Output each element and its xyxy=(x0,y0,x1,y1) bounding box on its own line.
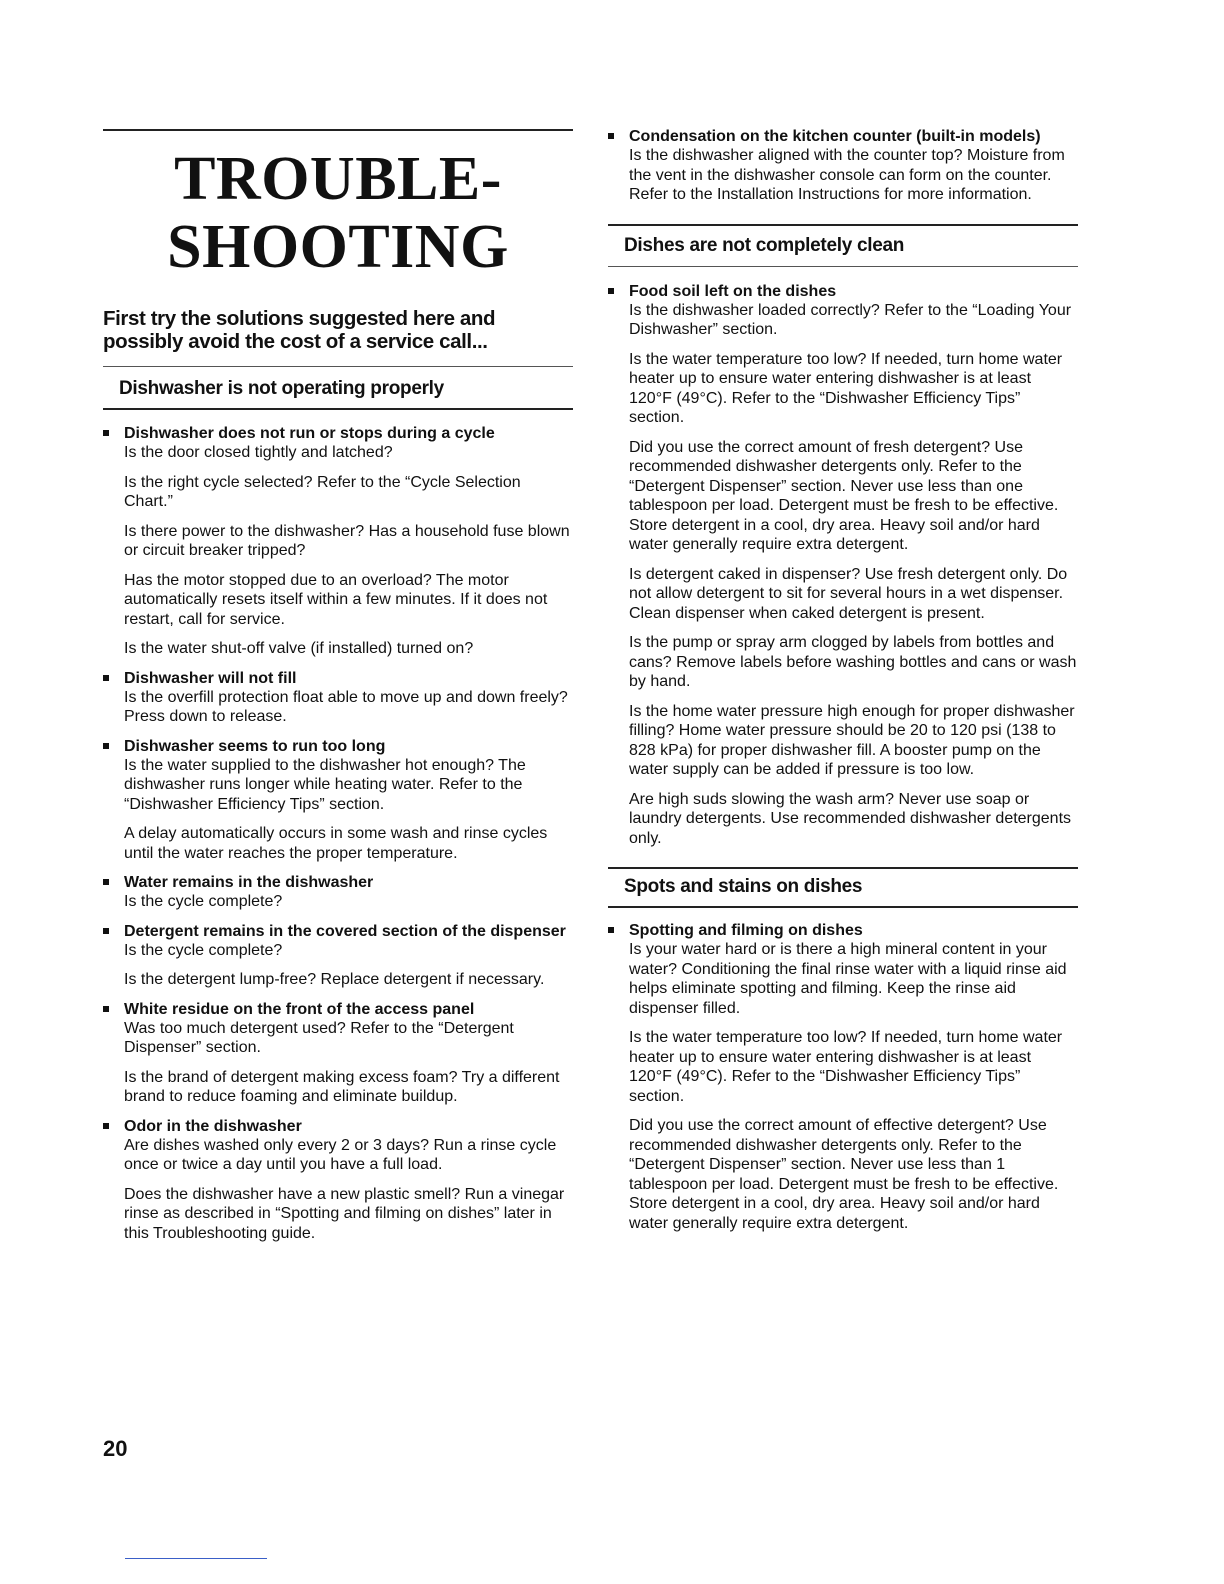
item-text: Is the water temperature too low? If needed, turn home water heater up to ensure water entering dishwasher is at least 120°F (49°C). Refer to the “Dishwasher Efficiency Tips” section. xyxy=(629,350,1063,426)
list-item xyxy=(608,127,1078,205)
spots-list xyxy=(608,921,1078,1233)
item-text: Is the water supplied to the dishwasher hot enough? The dishwasher runs longer while heating water. Refer to the “Dishwasher Efficiency Tips” section. xyxy=(124,756,526,813)
list-item xyxy=(103,669,573,727)
title-top-rule xyxy=(103,129,573,131)
list-item xyxy=(103,1117,573,1244)
bullet-icon xyxy=(103,430,109,436)
item-title: Odor in the dishwasher xyxy=(124,1117,302,1135)
section-rule-bottom xyxy=(608,906,1078,908)
item-text: Is the water shut-off valve (if installed) turned on? xyxy=(124,640,474,657)
bullet-icon xyxy=(103,1123,109,1129)
item-text: Was too much detergent used? Refer to the “Detergent Dispenser” section. xyxy=(124,1019,514,1056)
item-title: White residue on the front of the access panel xyxy=(124,1000,475,1018)
section-rule-top xyxy=(608,867,1078,869)
section-heading-spots: Spots and stains on dishes xyxy=(624,876,863,897)
list-item xyxy=(608,921,1078,1233)
item-text: Is the brand of detergent making excess foam? Try a different brand to reduce foaming and eliminate buildup. xyxy=(124,1068,560,1105)
footer-rule xyxy=(125,1558,267,1559)
list-item xyxy=(103,873,573,912)
bullet-icon xyxy=(103,928,109,934)
bullet-icon xyxy=(608,927,614,933)
list-item xyxy=(103,922,573,990)
item-text: Is the cycle complete? xyxy=(124,941,283,959)
list-item xyxy=(103,1000,573,1107)
item-title: Condensation on the kitchen counter (built-in models) xyxy=(629,128,1041,145)
item-text: Is your water hard or is there a high mineral content in your water? Conditioning the final rinse water with a liquid rinse aid helps eliminate spotting and filming. Keep the rinse aid dispenser filled. xyxy=(629,941,1067,1017)
item-text: Is the detergent lump-free? Replace detergent if necessary. xyxy=(124,971,545,988)
item-title: Food soil left on the dishes xyxy=(629,282,837,300)
intro-line2: possibly avoid the cost of a service call... xyxy=(103,330,488,353)
item-text: Is the overfill protection float able to move up and down freely? Press down to release. xyxy=(124,688,568,725)
item-text: Is the cycle complete? xyxy=(124,893,283,910)
section-rule-bottom xyxy=(608,266,1078,267)
section-heading-not-clean: Dishes are not completely clean xyxy=(624,234,905,256)
page-number: 20 xyxy=(103,1436,128,1461)
item-title: Dishwasher does not run or stops during a cycle xyxy=(124,425,495,442)
left-column xyxy=(103,0,573,1243)
item-text: Is detergent caked in dispenser? Use fresh detergent only. Do not allow detergent to sit for several hours in a wet dispenser. Clean dispenser when caked detergent is present. xyxy=(629,565,1068,622)
item-text: Is the dishwasher loaded correctly? Refer to the “Loading Your Dishwasher” section. xyxy=(629,301,1072,338)
not-operating-list xyxy=(103,424,573,1243)
intro-line1: First try the solutions suggested here and xyxy=(103,307,496,330)
bullet-icon xyxy=(103,743,109,749)
list-item xyxy=(103,424,573,659)
item-text: Is there power to the dishwasher? Has a household fuse blown or circuit breaker tripped? xyxy=(124,522,570,559)
not-clean-list xyxy=(608,282,1078,849)
right-column xyxy=(608,0,1078,1233)
section-rule-top xyxy=(608,224,1078,226)
intro-text xyxy=(103,307,573,353)
bullet-icon xyxy=(608,133,614,139)
item-text: Has the motor stopped due to an overload? The motor automatically resets itself within a few minutes. If it does not restart, call for service. xyxy=(124,571,548,628)
item-text: Did you use the correct amount of effective detergent? Use recommended dishwasher detergents only. Refer to the “Detergent Dispenser” section. Never use less than 1 tablespoon per load. Detergent must be fresh to be effective. Store detergent in a cool, dry area. Heavy soil and/or hard water generally require extra detergent. xyxy=(629,1117,1059,1232)
page-title-line2: SHOOTING xyxy=(167,213,509,281)
bullet-icon xyxy=(103,1006,109,1012)
section-heading-not-operating: Dishwasher is not operating properly xyxy=(119,378,444,399)
bullet-icon xyxy=(103,879,109,885)
page-title xyxy=(103,145,573,281)
list-item xyxy=(103,737,573,864)
item-text: Is the pump or spray arm clogged by labels from bottles and cans? Remove labels before washing bottles and cans or wash by hand. xyxy=(629,634,1077,690)
item-text: Did you use the correct amount of fresh detergent? Use recommended dishwasher detergents only. Refer to the “Detergent Dispenser” section. Never use less than one tablespoon per load. Detergent must be fresh to be effective. Store detergent in a cool, dry area. Heavy soil and/or hard water generally require extra detergent. xyxy=(629,438,1059,553)
item-title: Spotting and filming on dishes xyxy=(629,922,863,939)
section-rule-bottom xyxy=(103,408,573,410)
page-title-line1: TROUBLE- xyxy=(174,145,502,213)
item-text: A delay automatically occurs in some wash and rinse cycles until the water reaches the proper temperature. xyxy=(124,825,548,862)
item-text: Is the water temperature too low? If needed, turn home water heater up to ensure water entering dishwasher is at least 120°F (49°C). Refer to the “Dishwasher Efficiency Tips” section. xyxy=(629,1029,1063,1105)
item-text: Is the door closed tightly and latched? xyxy=(124,444,393,461)
item-text: Is the right cycle selected? Refer to the “Cycle Selection Chart.” xyxy=(124,473,521,510)
bullet-icon xyxy=(608,288,614,294)
item-title: Dishwasher seems to run too long xyxy=(124,737,386,755)
bullet-icon xyxy=(103,675,109,681)
section-rule-top xyxy=(103,366,573,367)
item-text: Does the dishwasher have a new plastic smell? Run a vinegar rinse as described in “Spotting and filming on dishes” later in this Troubleshooting guide. xyxy=(124,1185,565,1242)
item-title: Water remains in the dishwasher xyxy=(124,874,374,891)
item-title: Detergent remains in the covered section of the dispenser xyxy=(124,922,566,940)
item-text: Is the home water pressure high enough for proper dishwasher filling? Home water pressure should be 20 to 120 psi (138 to 828 kPa) for proper dishwasher fill. A booster pump on the water supply can be added if pressure is too low. xyxy=(629,702,1075,778)
item-text: Is the dishwasher aligned with the counter top? Moisture from the vent in the dishwasher console can form on the counter. Refer to the Installation Instructions for more information. xyxy=(629,147,1065,203)
item-text: Are high suds slowing the wash arm? Never use soap or laundry detergents. Use recommended dishwasher detergents only. xyxy=(629,790,1072,847)
list-item xyxy=(608,282,1078,849)
item-title: Dishwasher will not fill xyxy=(124,669,297,687)
item-text: Are dishes washed only every 2 or 3 days? Run a rinse cycle once or twice a day until you have a full load. xyxy=(124,1136,557,1173)
